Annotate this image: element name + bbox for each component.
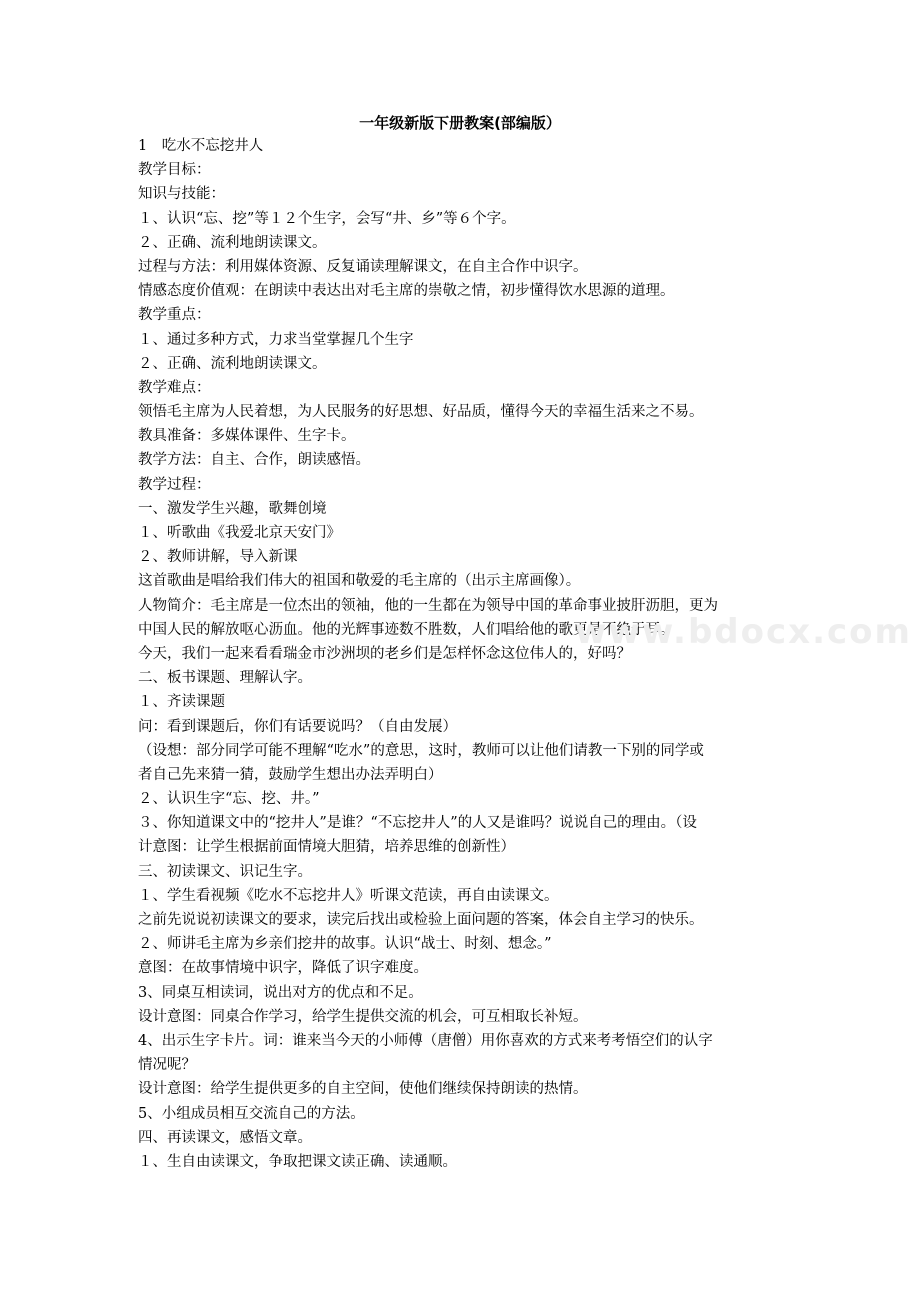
- text-line: 人物简介：毛主席是一位杰出的领袖，他的一生都在为领导中国的革命事业披肝沥胆，更为: [138, 597, 718, 614]
- text-line: 者自己先来猜一猜，鼓励学生想出办法弄明白）: [138, 766, 443, 783]
- text-line: 中国人民的解放呕心沥血。他的光辉事迹数不胜数，人们唱给他的歌更是不绝于耳。: [138, 621, 675, 638]
- text-line: 四、再读课文，感悟文章。: [138, 1129, 312, 1146]
- text-line: 教学难点：: [138, 379, 211, 396]
- text-line: １、学生看视频《吃水不忘挖井人》听课文范读，再自由读课文。: [138, 887, 559, 904]
- text-line: ３、你知道课文中的“挖井人”是谁？“不忘挖井人”的人又是谁吗？说说自己的理由。（设: [138, 815, 697, 832]
- text-line: 知识与技能：: [138, 186, 225, 203]
- text-line: 1 吃水不忘挖井人: [138, 138, 264, 154]
- text-line: 意图：在故事情境中识字，降低了识字难度。: [138, 960, 428, 977]
- text-line: 一、激发学生兴趣，歌舞创境: [138, 500, 327, 517]
- text-line: 设计意图：给学生提供更多的自主空间，使他们继续保持朗读的热情。: [138, 1081, 588, 1098]
- text-line: 这首歌曲是唱给我们伟大的祖国和敬爱的毛主席的（出示主席画像）。: [138, 573, 581, 590]
- text-line: 5、小组成员相互交流自己的方法。: [138, 1105, 365, 1122]
- text-line: ２、师讲毛主席为乡亲们挖井的故事。认识“战士、时刻、想念。”: [138, 936, 552, 953]
- text-line: １、听歌曲《我爱北京天安门》: [138, 525, 341, 541]
- text-line: １、生自由读课文，争取把课文读正确、读通顺。: [138, 1153, 457, 1170]
- text-line: 问：看到课题后，你们有话要说吗？（自由发展）: [138, 718, 457, 735]
- text-line: １、通过多种方式，力求当堂掌握几个生字: [138, 331, 414, 348]
- text-line: 教学方法：自主、合作，朗读感悟。: [138, 452, 370, 469]
- text-line: 领悟毛主席为人民着想，为人民服务的好思想、好品质，懂得今天的幸福生活来之不易。: [138, 404, 704, 421]
- text-line: 3、同桌互相读词，说出对方的优点和不足。: [138, 984, 423, 1001]
- text-line: １、齐读课题: [138, 694, 225, 711]
- text-line: 教学重点：: [138, 307, 211, 324]
- text-line: 教具准备：多媒体课件、生字卡。: [138, 428, 356, 445]
- text-line: 二、板书课题、理解认字。: [138, 670, 312, 687]
- text-line: 今天，我们一起来看看瑞金市沙洲坝的老乡们是怎样怀念这位伟人的，好吗？: [138, 645, 631, 662]
- watermark: www.bdocx.com: [575, 612, 912, 652]
- text-line: 教学目标：: [138, 162, 211, 179]
- text-line: １、认识“忘、挖”等１２个生字，会写“井、乡”等６个字。: [138, 210, 516, 227]
- text-line: 教学过程：: [138, 476, 211, 493]
- text-line: 三、初读课文、识记生字。: [138, 863, 312, 880]
- text-line: ２、教师讲解，导入新课: [138, 549, 298, 566]
- text-line: 情况呢？: [138, 1057, 196, 1074]
- text-line: 设计意图：同桌合作学习，给学生提供交流的机会，可互相取长补短。: [138, 1008, 588, 1025]
- document-body: [138, 134, 788, 1174]
- text-line: ２、正确、流利地朗读课文。: [138, 355, 327, 372]
- text-line: 4、出示生字卡片。词：谁来当今天的小师傅（唐僧）用你喜欢的方式来考考悟空们的认字: [138, 1032, 713, 1049]
- document-title: 一年级新版下册教案(部编版）: [359, 114, 561, 132]
- text-line: ２、认识生字“忘、挖、井。”: [138, 791, 320, 808]
- text-line: 计意图：让学生根据前面情境大胆猜，培养思维的创新性）: [138, 839, 515, 856]
- text-line: 情感态度价值观：在朗读中表达出对毛主席的崇敬之情，初步懂得饮水思源的道理。: [138, 283, 675, 300]
- text-line: 过程与方法：利用媒体资源、反复诵读理解课文，在自主合作中识字。: [138, 258, 588, 275]
- text-line: （设想：部分同学可能不理解“吃水”的意思，这时，教师可以让他们请教一下别的同学或: [138, 742, 704, 759]
- text-line: 之前先说说初读课文的要求，读完后找出或检验上面问题的答案，体会自主学习的快乐。: [138, 912, 704, 928]
- text-line: ２、正确、流利地朗读课文。: [138, 234, 327, 251]
